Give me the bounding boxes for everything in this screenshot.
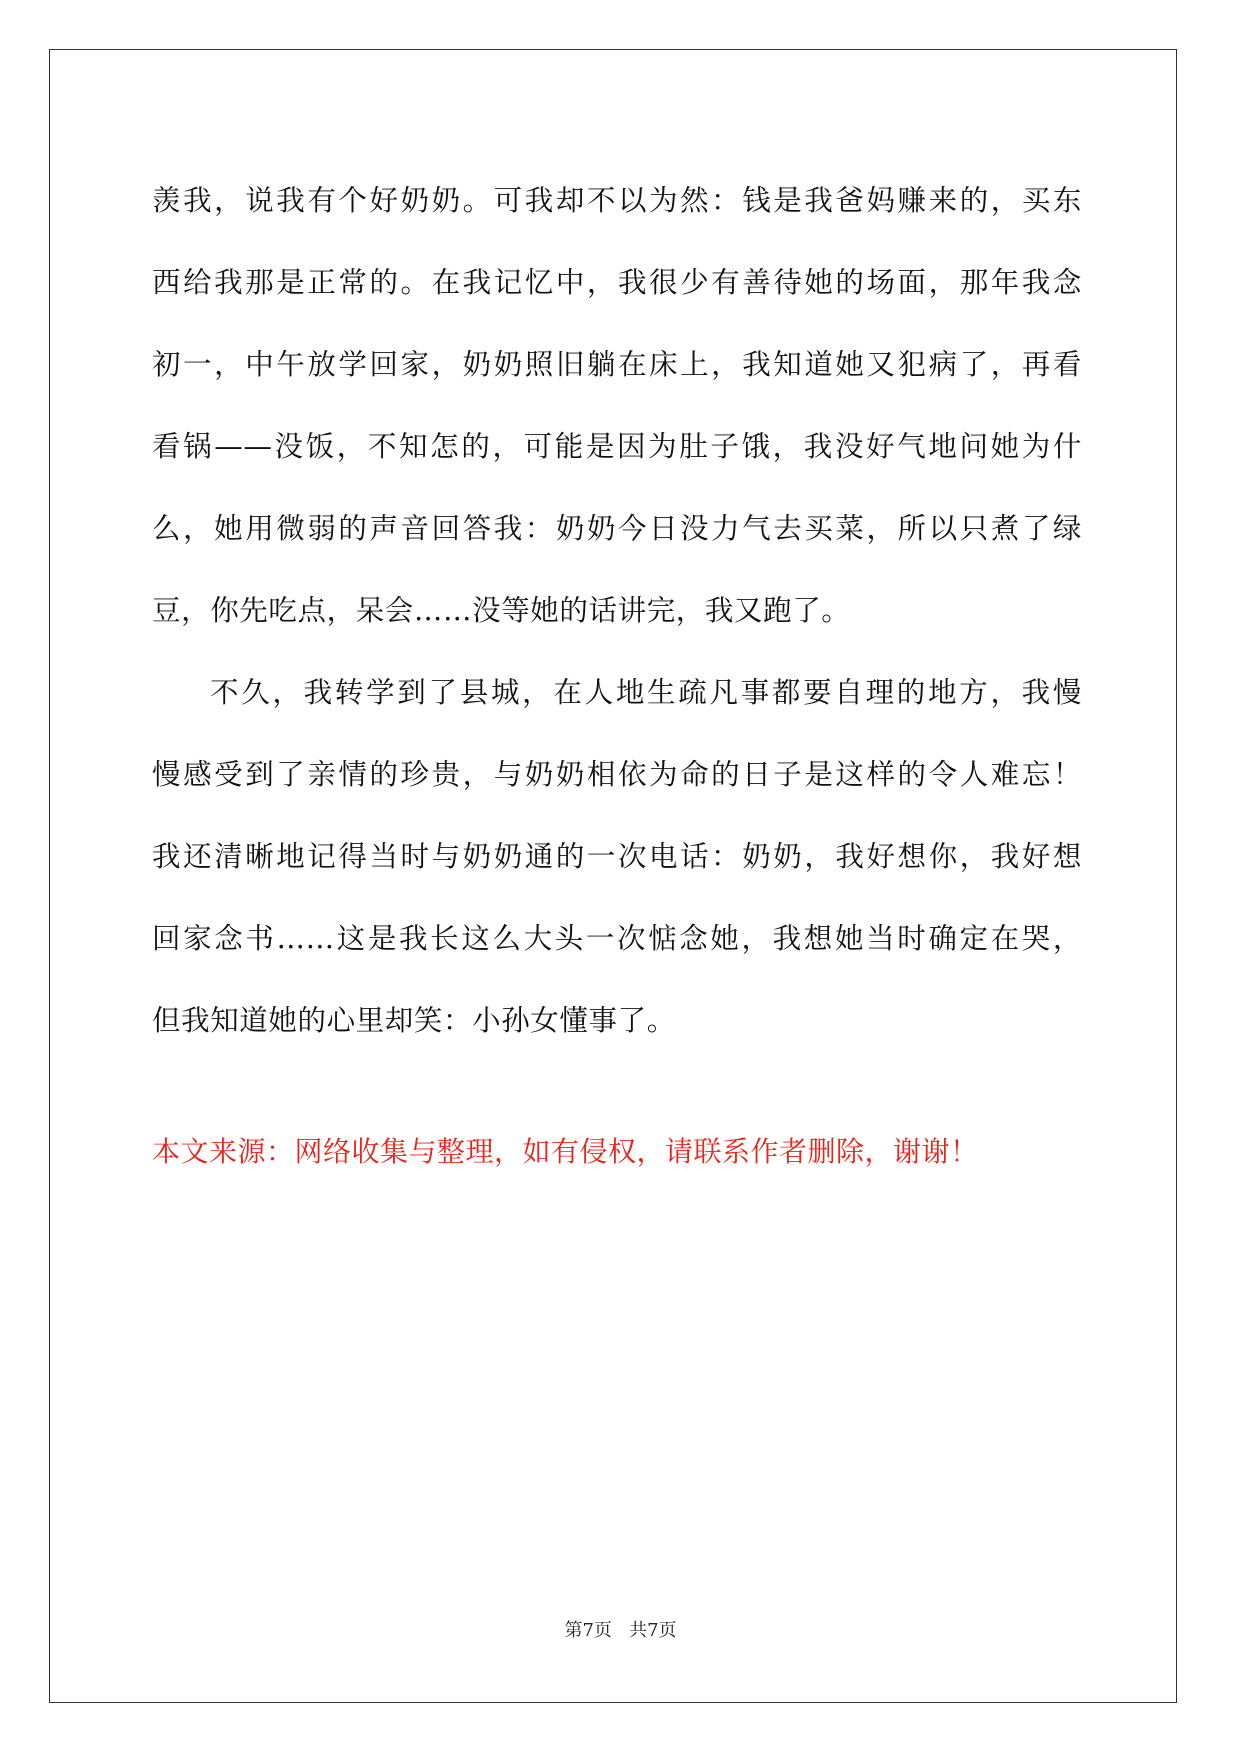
paragraph-1-line-3: 初一，中午放学回家，奶奶照旧躺在床上，我知道她又犯病了，再看 xyxy=(152,348,1082,381)
paragraph-2-line-5: 但我知道她的心里却笑：小孙女懂事了。 xyxy=(152,1004,676,1037)
paragraph-2-line-1: 不久，我转学到了县城，在人地生疏凡事都要自理的地方，我慢 xyxy=(210,676,1082,709)
document-body xyxy=(152,160,1082,1062)
paragraph-1-line-6: 豆，你先吃点，呆会……没等她的话讲完，我又跑了。 xyxy=(152,594,851,627)
paragraph-1-line-2: 西给我那是正常的。在我记忆中，我很少有善待她的场面，那年我念 xyxy=(152,266,1082,299)
paragraph-2-line-2: 慢感受到了亲情的珍贵，与奶奶相依为命的日子是这样的令人难忘！ xyxy=(152,758,1082,791)
paragraph-1-line-5: 么，她用微弱的声音回答我：奶奶今日没力气去买菜，所以只煮了绿 xyxy=(152,512,1082,545)
page-footer: 第7页 共7页 xyxy=(564,1620,677,1641)
paragraph-1-line-4: 看锅——没饭，不知怎的，可能是因为肚子饿，我没好气地问她为什 xyxy=(152,430,1082,463)
source-notice: 本文来源：网络收集与整理，如有侵权，请联系作者删除，谢谢！ xyxy=(152,1135,979,1168)
paragraph-2-line-3: 我还清晰地记得当时与奶奶通的一次电话：奶奶，我好想你，我好想 xyxy=(152,840,1082,873)
paragraph-1-line-1: 羡我，说我有个好奶奶。可我却不以为然：钱是我爸妈赚来的，买东 xyxy=(152,184,1082,217)
paragraph-2-line-4: 回家念书……这是我长这么大头一次惦念她，我想她当时确定在哭， xyxy=(152,922,1082,955)
